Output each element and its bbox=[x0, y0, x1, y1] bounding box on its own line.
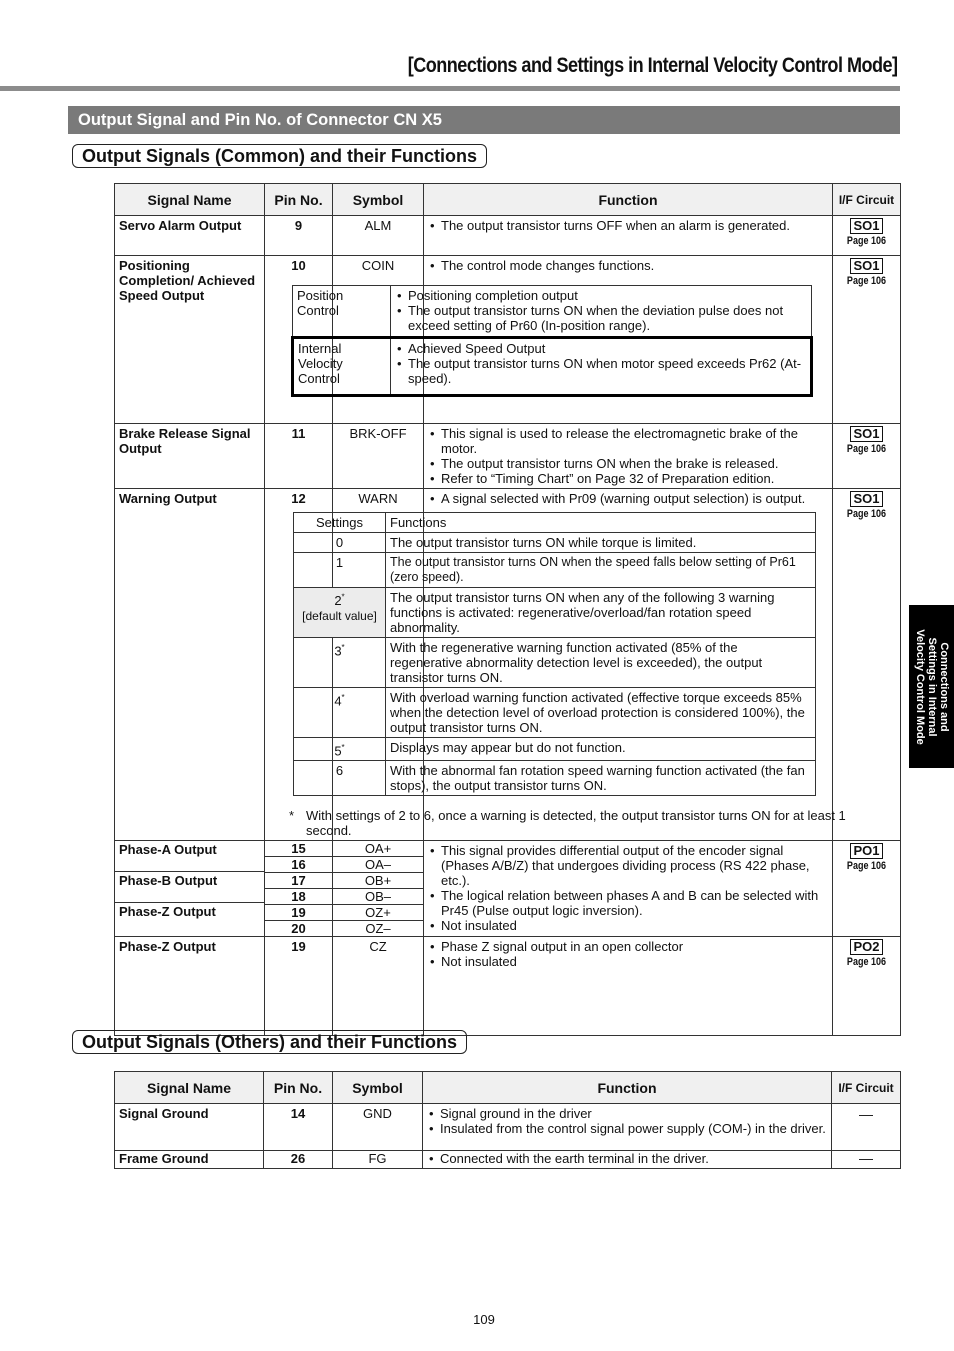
phase-b-name: Phase-B Output bbox=[115, 872, 264, 903]
pin-no: 9 bbox=[265, 216, 333, 256]
table-row bbox=[115, 1104, 901, 1151]
table-row bbox=[115, 841, 901, 937]
common-signals-table bbox=[114, 183, 901, 1036]
col-signal-name: Signal Name bbox=[115, 1072, 264, 1104]
function-bullet: • The control mode changes functions. bbox=[428, 258, 828, 273]
table-row bbox=[115, 216, 901, 256]
side-tab-label bbox=[914, 629, 950, 745]
symbol: FG bbox=[333, 1151, 423, 1169]
function-bullet: • The output transistor turns OFF when an alarm is generated. bbox=[428, 218, 828, 233]
if-circuit bbox=[833, 489, 901, 841]
mode-bullet: • The output transistor turns ON when the deviation pulse does not exceed setting of Pr60 (In-position range). bbox=[395, 303, 807, 333]
mode-name: Internal Velocity Control bbox=[293, 338, 391, 396]
setting-function: With the regenerative warning function activated (85% of the regenerative abnormality detection level is exceeded), the output transistor turns ON. bbox=[386, 638, 816, 688]
col-pin-no: Pin No. bbox=[265, 184, 333, 216]
page-ref-link[interactable]: Page 106 bbox=[846, 956, 887, 969]
symbol: BRK-OFF bbox=[333, 424, 424, 489]
symbol: COIN bbox=[333, 256, 424, 424]
col-symbol: Symbol bbox=[333, 1072, 423, 1104]
section-title: Output Signal and Pin No. of Connector CN X5 bbox=[68, 106, 900, 134]
footnote-marker: * bbox=[341, 693, 345, 702]
page-ref-link[interactable]: Page 106 bbox=[846, 235, 887, 247]
setting-value: 1 bbox=[294, 553, 386, 588]
table-row bbox=[115, 1151, 901, 1169]
col-symbol: Symbol bbox=[333, 184, 424, 216]
signal-name bbox=[115, 841, 265, 937]
function-bullet: • A signal selected with Pr09 (warning output selection) is output. bbox=[428, 491, 828, 506]
col-function: Function bbox=[423, 1072, 832, 1104]
function bbox=[424, 841, 833, 937]
if-circuit bbox=[833, 424, 901, 489]
mode-bullet: • The output transistor turns ON when motor speed exceeds Pr62 (At-speed). bbox=[395, 356, 806, 386]
if-circuit-code: SO1 bbox=[850, 218, 882, 234]
pin-no: 11 bbox=[265, 424, 333, 489]
setting-function: With the abnormal fan rotation speed warning function activated (the fan stops), the output transistor turns ON. bbox=[386, 761, 816, 796]
function-bullet: • Refer to “Timing Chart” on Page 32 of Preparation edition. bbox=[428, 471, 828, 486]
pin-no: 14 bbox=[264, 1104, 333, 1151]
function-bullet: • Not insulated bbox=[428, 918, 828, 933]
table-row bbox=[115, 424, 901, 489]
setting-value-text: 2* bbox=[334, 593, 345, 609]
setting-function: The output transistor turns ON while torque is limited. bbox=[386, 533, 816, 553]
if-circuit bbox=[833, 841, 901, 937]
other-signals-heading: Output Signals (Others) and their Functions bbox=[72, 1030, 467, 1054]
side-tab-line: Velocity Control Mode bbox=[913, 628, 926, 745]
col-signal-name: Signal Name bbox=[115, 184, 265, 216]
table-header-row bbox=[115, 184, 901, 216]
function-bullet: • Insulated from the control signal power supply (COM-) in the driver. bbox=[427, 1121, 827, 1136]
page-header-title: [Connections and Settings in Internal Velocity Control Mode] bbox=[408, 54, 898, 77]
symbol: WARN bbox=[333, 489, 424, 841]
page-ref-link[interactable]: Page 106 bbox=[846, 860, 887, 873]
if-circuit-code: PO2 bbox=[850, 939, 882, 955]
signal-name: Positioning Completion/ Achieved Speed Output bbox=[115, 256, 265, 424]
phase-z-name: Phase-Z Output bbox=[119, 904, 216, 920]
footnote-marker: * bbox=[341, 643, 345, 652]
signal-name: Servo Alarm Output bbox=[115, 216, 265, 256]
footnote-marker: * bbox=[341, 593, 345, 602]
mode-functions bbox=[391, 286, 812, 338]
if-circuit bbox=[833, 216, 901, 256]
table-row bbox=[115, 256, 901, 424]
function-bullet: • The logical relation between phases A and B can be selected with Pr45 (Pulse output logic inversion). bbox=[428, 888, 828, 918]
page-number: 109 bbox=[473, 1312, 495, 1327]
if-circuit bbox=[833, 256, 901, 424]
setting-value: 5* bbox=[294, 738, 386, 761]
symbol: ALM bbox=[333, 216, 424, 256]
function-bullet: • Phase Z signal output in an open collector bbox=[428, 939, 828, 954]
setting-value: 3* bbox=[294, 638, 386, 688]
symbol-item: OZ+ bbox=[333, 905, 423, 921]
symbol bbox=[333, 841, 424, 937]
mode-bullet: • Achieved Speed Output bbox=[395, 341, 806, 356]
setting-function: Displays may appear but do not function. bbox=[386, 738, 816, 761]
table-row bbox=[115, 489, 901, 841]
default-value-note: [default value] bbox=[302, 609, 377, 624]
functions-header: Functions bbox=[386, 513, 816, 533]
symbol: GND bbox=[333, 1104, 423, 1151]
if-circuit-code: SO1 bbox=[850, 258, 882, 274]
warning-footnote bbox=[287, 808, 846, 838]
setting-value: 4* bbox=[294, 688, 386, 738]
signal-name: Frame Ground bbox=[115, 1151, 264, 1169]
settings-header: Settings bbox=[294, 513, 386, 533]
function bbox=[423, 1151, 832, 1169]
col-pin-no: Pin No. bbox=[264, 1072, 333, 1104]
function-bullet: • The output transistor turns ON when the brake is released. bbox=[428, 456, 828, 471]
symbol-item: OB– bbox=[333, 889, 423, 905]
page-ref-link[interactable]: Page 106 bbox=[846, 508, 887, 520]
chapter-side-tab[interactable] bbox=[909, 605, 954, 768]
pin-no: 19 bbox=[265, 937, 333, 1036]
col-if-circuit: I/F Circuit bbox=[833, 184, 901, 216]
signal-name: Brake Release Signal Output bbox=[115, 424, 265, 489]
setting-function: With overload warning function activated (effective torque exceeds 85% when the detection level of overload protection is considered 100%), the output transistor turns ON. bbox=[386, 688, 816, 738]
symbol-item: OB+ bbox=[333, 873, 423, 889]
other-signals-table bbox=[114, 1071, 901, 1169]
page-ref-link[interactable]: Page 106 bbox=[846, 443, 887, 455]
function bbox=[423, 1104, 832, 1151]
if-circuit-code: SO1 bbox=[850, 426, 882, 442]
if-circuit-code: PO1 bbox=[850, 843, 882, 859]
function bbox=[424, 216, 833, 256]
table-row bbox=[115, 937, 901, 1036]
symbol: CZ bbox=[333, 937, 424, 1036]
mode-name: Position Control bbox=[293, 286, 391, 338]
pin-no: 26 bbox=[264, 1151, 333, 1169]
function-bullet: • This signal provides differential output of the encoder signal (Phases A/B/Z) that undergoes dividing process (RS 422 phase, etc.). bbox=[428, 843, 828, 888]
table-header-row bbox=[115, 1072, 901, 1104]
if-circuit: — bbox=[832, 1104, 901, 1151]
symbol-item: OZ– bbox=[365, 921, 391, 937]
common-signals-heading: Output Signals (Common) and their Functions bbox=[72, 144, 487, 168]
pin-no bbox=[265, 841, 333, 937]
footnote-text: With settings of 2 to 6, once a warning is detected, the output transistor turns ON for at least 1 second. bbox=[306, 808, 846, 839]
phase-a-name: Phase-A Output bbox=[115, 841, 264, 872]
warning-settings-table bbox=[293, 512, 816, 796]
function-bullet: • Connected with the earth terminal in the driver. bbox=[427, 1151, 827, 1166]
header-rule bbox=[0, 86, 900, 91]
signal-name: Signal Ground bbox=[115, 1104, 264, 1151]
symbol-item: OA– bbox=[333, 857, 423, 873]
function bbox=[424, 937, 833, 1036]
pin-no: 10 bbox=[265, 256, 333, 424]
pin-no-item: 18 bbox=[265, 889, 332, 905]
signal-name: Phase-Z Output bbox=[115, 937, 265, 1036]
mode-functions bbox=[391, 338, 812, 396]
pin-no-item: 17 bbox=[265, 873, 332, 889]
setting-function: The output transistor turns ON when any of the following 3 warning functions is activated: regenerative/overload/fan rotation speed abnormality. bbox=[386, 588, 816, 638]
control-mode-table bbox=[291, 285, 813, 397]
setting-value: 6 bbox=[294, 761, 386, 796]
page-ref-link[interactable]: Page 106 bbox=[846, 275, 887, 287]
setting-value bbox=[294, 588, 386, 638]
footnote-marker: * bbox=[341, 743, 345, 752]
col-if-circuit: I/F Circuit bbox=[832, 1072, 901, 1104]
mode-bullet: • Positioning completion output bbox=[395, 288, 807, 303]
if-circuit: — bbox=[832, 1151, 901, 1169]
pin-no-item: 16 bbox=[265, 857, 332, 873]
function bbox=[424, 424, 833, 489]
side-tab-line: Settings in Internal bbox=[925, 636, 938, 737]
symbol-item: OA+ bbox=[333, 841, 423, 857]
function-bullet: • Not insulated bbox=[428, 954, 828, 969]
footnote-mark: * bbox=[289, 808, 295, 824]
pin-no-item: 19 bbox=[265, 905, 332, 921]
signal-name: Warning Output bbox=[115, 489, 265, 841]
col-function: Function bbox=[424, 184, 833, 216]
if-circuit-code: SO1 bbox=[850, 491, 882, 507]
pin-no-item: 20 bbox=[291, 921, 306, 937]
side-tab-line: Connections and bbox=[937, 641, 950, 732]
pin-no-item: 15 bbox=[265, 841, 332, 857]
setting-value: 0 bbox=[294, 533, 386, 553]
pin-no: 12 bbox=[265, 489, 333, 841]
function-bullet: • Signal ground in the driver bbox=[427, 1106, 827, 1121]
setting-function: The output transistor turns ON when the speed falls below setting of Pr61 (zero speed). bbox=[386, 553, 816, 588]
if-circuit bbox=[833, 937, 901, 1036]
function-bullet: • This signal is used to release the electromagnetic brake of the motor. bbox=[428, 426, 828, 456]
